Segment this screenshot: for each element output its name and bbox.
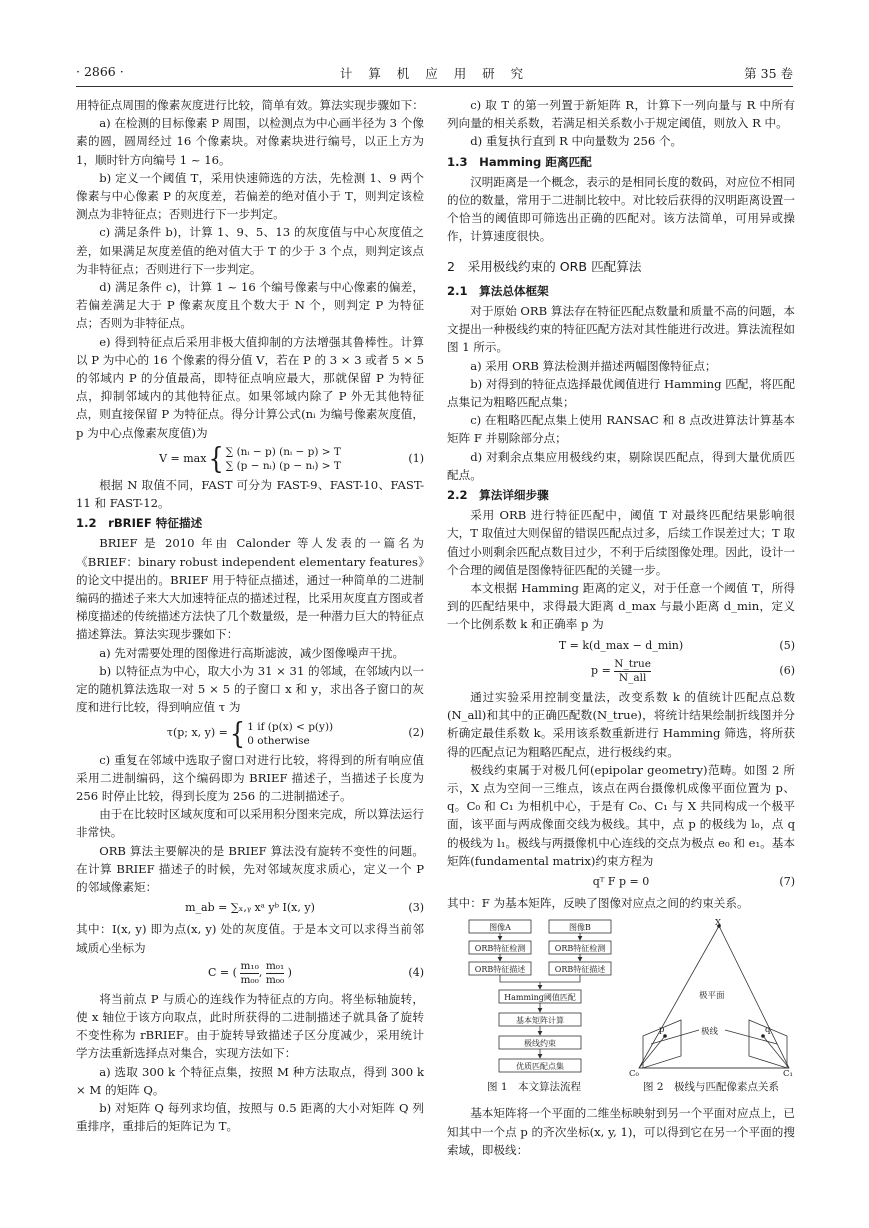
paragraph: b) 对矩阵 Q 每列求均值，按照与 0.5 距离的大小对矩阵 Q 列重排序，重排后的矩阵记为 T。	[76, 1100, 424, 1134]
fig1-detect-b: ORB特征检测	[554, 944, 606, 954]
equation-number: (2)	[408, 726, 424, 740]
paragraph: 根据 N 取值不同，FAST 可分为 FAST-9、FAST-10、FAST-11 和 FAST-12。	[76, 477, 424, 511]
fraction	[240, 960, 258, 987]
eq1-case: ∑ (nᵢ − p) (nᵢ − p) > T	[225, 445, 341, 458]
fig1-image-a: 图像A	[489, 923, 511, 933]
journal-title: 计 算 机 应 用 研 究	[339, 66, 530, 81]
figure-2-epipolar-diagram	[629, 918, 794, 1078]
eq1-cases	[226, 445, 341, 473]
paragraph: c) 在粗略匹配点集上使用 RANSAC 和 8 点改进算法计算基本矩阵 F 并剔除部分点；	[447, 413, 795, 446]
fig1-desc-b: ORB特征描述	[554, 965, 606, 975]
fraction	[266, 960, 284, 987]
paragraph: 用特征点周围的像素灰度进行比较，简单有效。算法实现步骤如下：	[76, 98, 424, 112]
header-rule	[76, 86, 793, 87]
paragraph: 其中：I(x, y) 即为点(x, y) 处的灰度值。于是本文可以求得当前邻域质心坐标为	[76, 922, 424, 955]
numerator: m₁₀	[240, 959, 259, 972]
equation-number: (4)	[408, 966, 424, 980]
section-heading: 2 采用极线约束的 ORB 匹配算法	[447, 258, 642, 274]
equation-4: C = ( $\frac{\text{m₁₀}}{\text{m₀₀}}$ , $\frac{\text{m₀₁}}{\text{m₀₀}}$ ) (4)	[208, 959, 424, 986]
paragraph: b) 定义一个阈值 T，采用快速筛选的方法，先检测 1、9 两个像素与中心像素 P 的灰度差，若偏差的绝对值小于 T，则判定该检测点为非特征点；否则进行下一步判定。	[76, 170, 424, 222]
fig1-detect-a: ORB特征检测	[474, 944, 526, 954]
equation-number: (3)	[408, 901, 424, 915]
paragraph: 基本矩阵将一个平面的二维坐标映射到另一个平面对应点上，已知其中一个点 p 的齐次坐标(x, y, 1)，可以得到它在另一个平面的搜索域，即极线：	[447, 1106, 795, 1157]
section-heading: 2.1 算法总体框架	[447, 283, 549, 298]
eq4-lhs: C =	[208, 966, 230, 980]
equation-number: (1)	[408, 451, 424, 465]
eq2-case: 0 otherwise	[247, 734, 310, 747]
eq1-case: ∑ (p − nᵢ) (p − nᵢ) > T	[225, 459, 341, 472]
equation-number: (6)	[779, 664, 795, 678]
equation-number: (5)	[779, 638, 795, 652]
paragraph: 极线约束属于对极几何(epipolar geometry)范畴。如图 2 所示，X 点为空间一三维点，该点在两台摄像机成像平面位置为 p、q。C₀ 和 C₁ 为相机中心，于是有 C₀、C₁ 与 X 共同构成一个极平面，该平面与两成像面交线为极线。其中，点 p 的极线为 l₀，点 q 的极线为 l₁。极线与两摄像机中心连线的交点为极点 e₀ 和 e₁。基本矩阵(fundamental matrix)约束方程为	[447, 762, 795, 868]
equation-2	[76, 716, 424, 751]
eq2-lhs: τ(p; x, y) =	[166, 726, 228, 740]
paragraph: a) 采用 ORB 算法检测并描述两幅图像特征点；	[470, 358, 717, 373]
fig1-desc-a: ORB特征描述	[474, 965, 526, 975]
figure-1-flowchart	[455, 918, 625, 1090]
equation-3	[76, 899, 424, 917]
brace-symbol: {	[229, 716, 246, 751]
paragraph: 本文根据 Hamming 距离的定义，对于任意一个阈值 T，所得到的匹配结果中，求得最大距离 d_max 与最小距离 d_min，定义一个比例系数 k 和正确率 p 为	[447, 581, 795, 632]
paragraph: c) 取 T 的第一列置于新矩阵 R，计算下一列向量与 R 中所有列向量的相关系数，若满足相关系数小于规定阈值，则放入 R 中。	[447, 98, 795, 131]
fig2-label-c0: C₀	[629, 1069, 639, 1079]
equation-7	[447, 873, 795, 891]
fig2-label-c1: C₁	[783, 1069, 793, 1079]
equation-6	[447, 658, 795, 685]
eq6-lhs: p =	[591, 664, 611, 678]
paragraph: b) 以特征点为中心，取大小为 31 × 31 的邻域，在邻域内以一定的随机算法选取一对 5 × 5 的子窗口 x 和 y，求出各子窗口的灰度和进行比较，得到响应值 τ 为	[76, 663, 424, 715]
brace-symbol: {	[208, 442, 224, 476]
running-header	[76, 64, 793, 84]
section-heading: 1.2 rBRIEF 特征描述	[76, 516, 203, 531]
numerator: m₀₁	[265, 959, 285, 972]
paragraph: a) 先对需要处理的图像进行高斯滤波，减少图像噪声干扰。	[99, 645, 405, 660]
right-column	[447, 96, 795, 1159]
fig1-hamming: Hamming阈值匹配	[504, 993, 576, 1003]
paragraph: 对于原始 ORB 算法存在特征匹配点数量和质量不高的问题，本文提出一种极线约束的特征匹配方法对其性能进行改进。算法流程如图 1 所示。	[447, 304, 795, 355]
fig2-label-x: X	[715, 918, 722, 929]
paragraph: c) 满足条件 b)，计算 1、9、5、13 的灰度值与中心灰度值之差，如果满足灰度差值的绝对值大于 T 的少于 3 个点，则判定该点为非特征点；否则进行下一步判定。	[76, 225, 424, 276]
paragraph: 汉明距离是一个概念，表示的是相同长度的数码，对应位不相同的位的数量，常用于二进制比较中。对比较后获得的汉明距离设置一个恰当的阈值即可筛选出正确的匹配对。该方法简单，可用异或操作，计算速度很快。	[447, 174, 795, 244]
fig2-label-q: q	[765, 1025, 771, 1036]
section-heading: 1.3 Hamming 距离匹配	[447, 154, 592, 169]
left-column	[76, 96, 424, 1135]
eq3-body: m_ab = ∑ₓ,ᵧ xᵃ yᵇ I(x, y)	[185, 901, 315, 915]
fig1-fmatrix: 基本矩阵计算	[516, 1016, 564, 1026]
denominator: m₀₀	[240, 973, 259, 986]
fig1-best-set: 优质匹配点集	[516, 1062, 564, 1072]
equation-number: (7)	[779, 874, 795, 888]
volume-label: 第 35 卷	[744, 66, 793, 81]
paragraph: 通过实验采用控制变量法，改变系数 k 的值统计匹配点总数(N_all)和其中的正确匹配数(N_true)，将统计结果绘制折线图并分析确定最佳系数 k。采用该系数重新进行 Hamming 筛选，将所获得的匹配点记为粗略匹配点，进行极线约束。	[447, 689, 795, 759]
equation-5	[447, 637, 795, 655]
eq1-lhs: V = max	[159, 451, 207, 465]
eq7-body: qᵀ F p = 0	[592, 874, 650, 888]
paragraph: d) 满足条件 c)，计算 1 ~ 16 个编号像素与中心像素的偏差，若偏差满足大于 P 像素灰度且个数大于 N 个，则判定 P 为特征点；否则为非特征点。	[76, 280, 424, 331]
paragraph: d) 对剩余点集应用极线约束，剔除误匹配点，得到大量优质匹配点。	[447, 449, 795, 482]
paragraph: c) 重复在邻域中选取子窗口对进行比较，将得到的所有响应值采用二进制编码，这个编码即为 BRIEF 描述子，当描述子长度为 256 时停止比较，得到长度为 256 的二进制描述子。	[76, 752, 424, 803]
denominator: N_all	[618, 671, 647, 684]
fig1-epipolar: 极线约束	[524, 1039, 556, 1049]
equation-1	[76, 442, 424, 476]
paragraph: 由于在比较时区域灰度和可以采用积分图来完成，所以算法运行非常快。	[76, 807, 424, 840]
fig1-image-b: 图像B	[569, 923, 591, 933]
paragraph: a) 在检测的目标像素 P 周围，以检测点为中心画半径为 3 个像素的圆，圆周经过 16 个像素块。对像素块进行编号，以正上方为 1，顺时针方向编号 1 ~ 16。	[76, 116, 424, 167]
figure-row	[447, 918, 795, 1104]
fig2-label-plane: 极平面	[699, 991, 725, 1002]
eq2-cases	[247, 720, 333, 748]
paragraph: 将当前点 P 与质心的连线作为特征点的方向。将坐标轴旋转，使 x 轴位于该方向取点，此时所获得的二进制描述子就具备了旋转不变性称为 rBRIEF。由于旋转导致描述子区分度减少，采用统计学方法重新选择点对集合，实现方法如下：	[76, 991, 424, 1061]
paragraph: b) 对得到的特征点选择最优阈值进行 Hamming 匹配，将匹配点集记为粗略匹配点集；	[447, 376, 795, 410]
eq2-case: 1 if (p(x) < p(y))	[247, 720, 334, 733]
fig2-label-line: 极线	[701, 1027, 719, 1038]
section-heading: 2.2 算法详细步骤	[447, 488, 549, 503]
numerator: N_true	[614, 657, 651, 670]
paragraph: a) 选取 300 k 个特征点集，按照 M 种方法取点，得到 300 k × M 的矩阵 Q。	[76, 1064, 424, 1097]
figure-2-caption: 图 2 极线与匹配像素点关系	[643, 1081, 780, 1094]
figure-1-caption: 图 1 本文算法流程	[487, 1081, 582, 1094]
page-number: · 2866 ·	[76, 64, 124, 79]
paragraph: BRIEF 是 2010 年由 Calonder 等人发表的一篇名为《BRIEF：binary robust independent elementary features》的论文中提出的。BRIEF 用于特征点描述，通过一种简单的二进制编码的描述子来大大加速特征点的描述过程，比采用灰度直方图或者梯度描述的传统描述方法快了几个数量级，是一种潜力巨大的特征点描述算法。算法实现步骤如下：	[76, 536, 424, 642]
paragraph: 其中：F 为基本矩阵，反映了图像对应点之间的约束关系。	[447, 896, 749, 911]
denominator: m₀₀	[265, 973, 285, 986]
paragraph: 采用 ORB 进行特征匹配中，阈值 T 对最终匹配结果影响很大，T 取值过大则保留的错误匹配点过多，后续工作误差过大；T 取值过小则剩余匹配点数目过少，不利于后续图像处理。因此，设计一个合理的阈值是图像特征匹配的关键一步。	[447, 508, 795, 577]
fig2-label-p: p	[659, 1025, 665, 1036]
paragraph: d) 重复执行直到 R 中向量数为 256 个。	[470, 134, 683, 149]
eq5-body: T = k(d_max − d_min)	[558, 638, 684, 652]
paragraph: ORB 算法主要解决的是 BRIEF 算法没有旋转不变性的问题。在计算 BRIEF 描述子的时候，先对邻域灰度求质心，定义一个 P 的邻域像素矩：	[76, 843, 424, 894]
fraction	[614, 658, 651, 685]
paragraph: e) 得到特征点后采用非极大值抑制的方法增强其鲁棒性。计算以 P 为中心的 16 个像素的得分值 V，若在 P 的 3 × 3 或者 5 × 5 的邻域内 P 的分值最高，即特征点响应最大，那就保留 P 为特征点，抑制邻域内的其他特征点。如果邻域内除了 P 外无其他特征点，则直接保留 P 为特征点。得分计算公式(nᵢ 为编号像素灰度值，p 为中心点像素灰度值)为	[76, 334, 424, 440]
